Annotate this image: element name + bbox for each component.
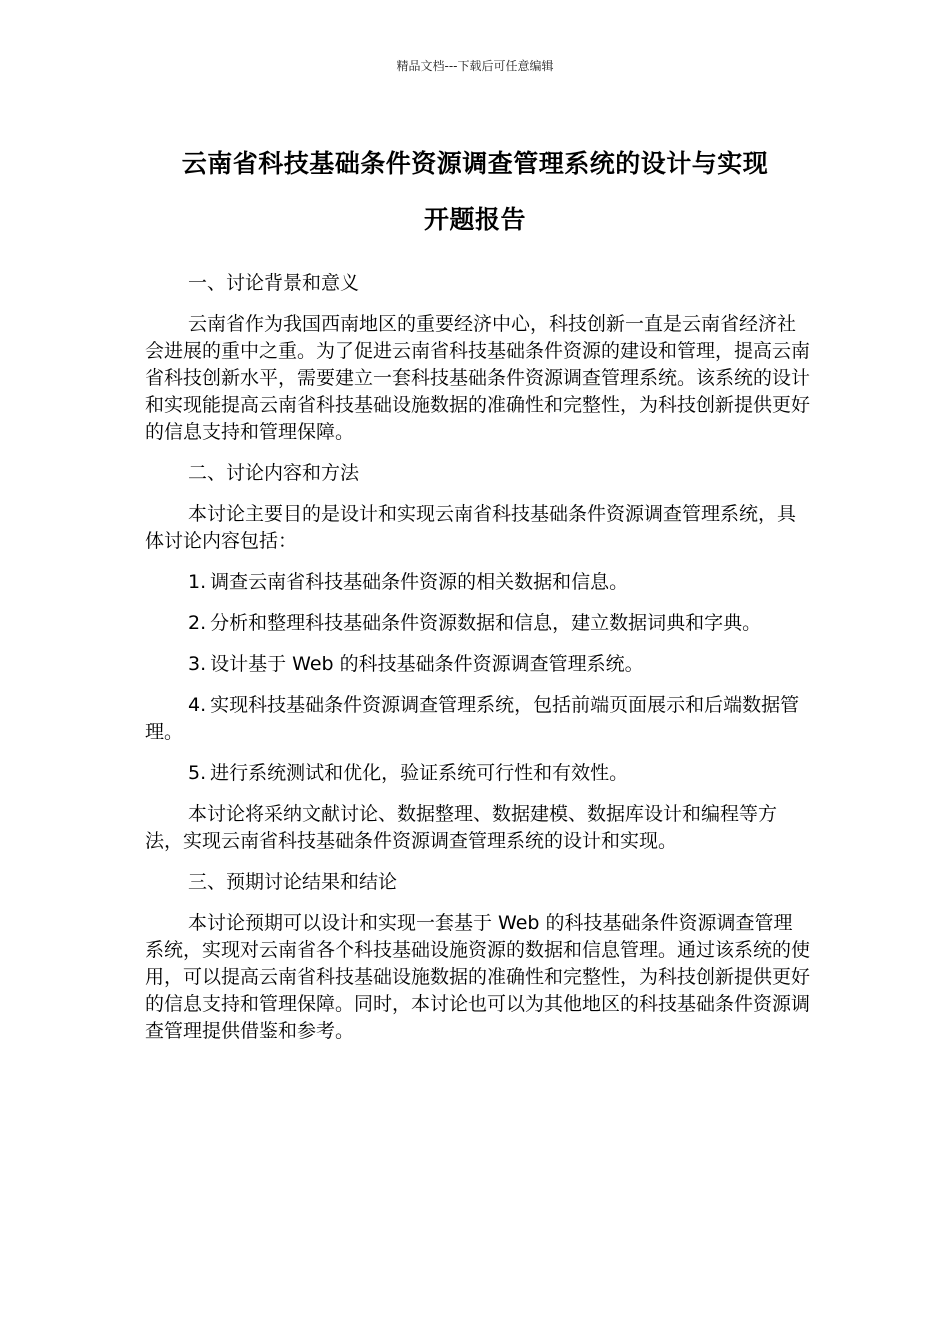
page-header: 精品文档---下载后可任意编辑 — [396, 59, 554, 73]
section-heading-expected-results: 三、预期讨论结果和结论 — [188, 871, 398, 893]
list-item-text: 进行系统测试和优化，验证系统可行性和有效性。 — [210, 762, 629, 784]
list-item — [145, 569, 810, 596]
list-item — [145, 610, 810, 637]
document-body — [145, 270, 810, 1059]
content-intro-paragraph: 本讨论主要目的是设计和实现云南省科技基础条件资源调查管理系统，具体讨论内容包括： — [145, 503, 797, 552]
list-item-text: 调查云南省科技基础条件资源的相关数据和信息。 — [210, 571, 629, 593]
document-title — [120, 136, 830, 248]
list-item — [145, 760, 810, 787]
list-item — [145, 651, 810, 678]
background-paragraph: 云南省作为我国西南地区的重要经济中心，科技创新一直是云南省经济社会进展的重中之重。为了促进云南省科技基础条件资源的建设和管理，提高云南省科技创新水平，需要建立一套科技基础条件资源调查管理系统。该系统的设计和实现能提高云南省科技基础设施数据的准确性和完整性，为科技创新提供更好的信息支持和管理保障。 — [145, 313, 811, 443]
list-item-number: 2. — [188, 612, 207, 634]
list-item-number: 4. — [188, 694, 207, 716]
list-item-number: 5. — [188, 762, 207, 784]
list-item-number: 1. — [188, 571, 207, 593]
section-heading-content-methods: 二、讨论内容和方法 — [188, 462, 360, 484]
title-line-1: 云南省科技基础条件资源调查管理系统的设计与实现 — [181, 149, 769, 178]
list-item-text: 实现科技基础条件资源调查管理系统，包括前端页面展示和后端数据管理。 — [145, 694, 800, 743]
list-item-text: 设计基于 Web 的科技基础条件资源调查管理系统。 — [210, 653, 644, 675]
methods-paragraph: 本讨论将采纳文献讨论、数据整理、数据建模、数据库设计和编程等方法，实现云南省科技基础条件资源调查管理系统的设计和实现。 — [145, 803, 778, 852]
section-heading-background: 一、讨论背景和意义 — [188, 272, 360, 294]
title-line-2: 开题报告 — [423, 205, 526, 234]
expected-results-paragraph: 本讨论预期可以设计和实现一套基于 Web 的科技基础条件资源调查管理系统，实现对云南省各个科技基础设施资源的数据和信息管理。通过该系统的使用，可以提高云南省科技基础设施数据的准确性和完整性，为科技创新提供更好的信息支持和管理保障。同时，本讨论也可以为其他地区的科技基础条件资源调查管理提供借鉴和参考。 — [145, 912, 811, 1042]
list-item-number: 3. — [188, 653, 207, 675]
list-item-text: 分析和整理科技基础条件资源数据和信息，建立数据词典和字典。 — [210, 612, 762, 634]
list-item — [145, 692, 810, 746]
